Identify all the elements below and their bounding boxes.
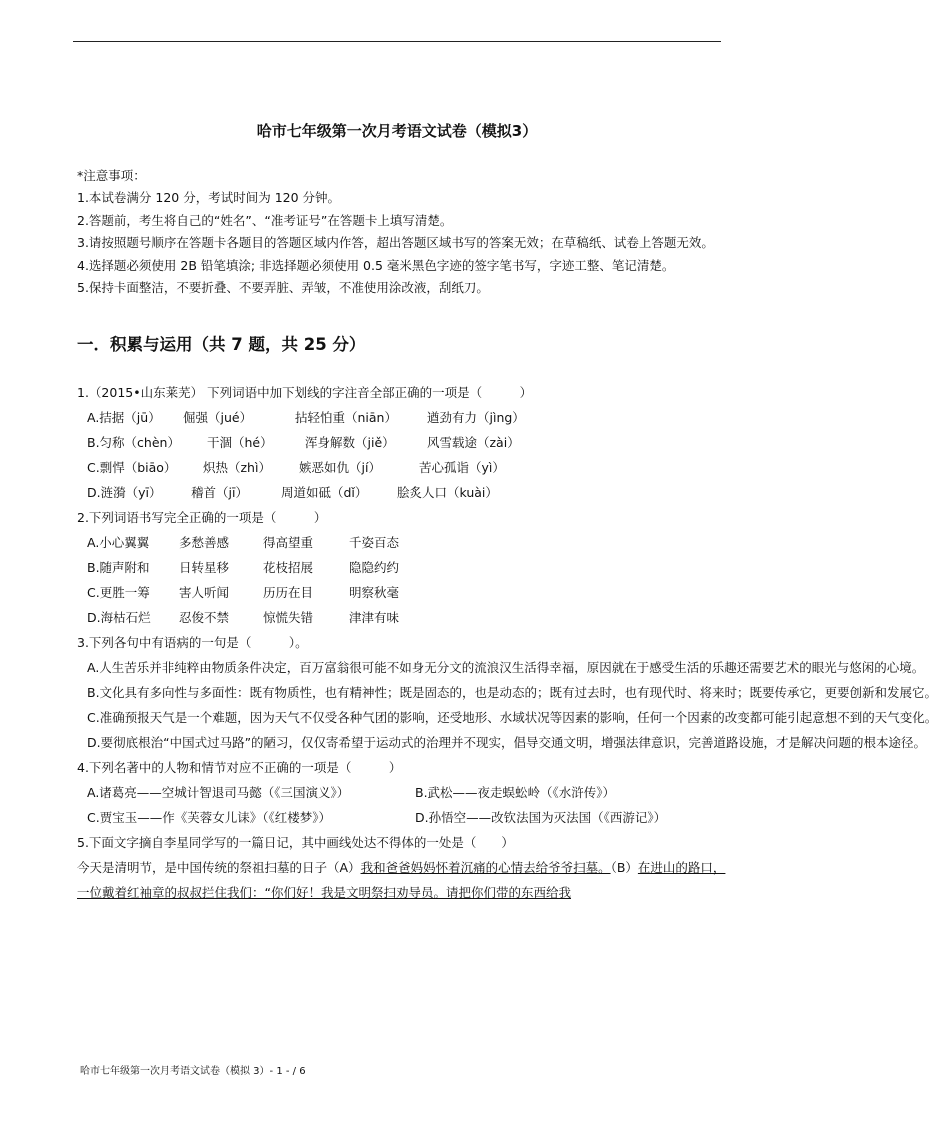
question-5-passage — [77, 855, 727, 905]
option-item: C.更胜一筹 — [87, 585, 150, 600]
option-item: D.海枯石烂 — [87, 610, 151, 625]
option-item: 炽热（zhì） — [203, 460, 271, 475]
option-item: A.小心翼翼 — [87, 535, 150, 550]
option-item: A.拮据（jū） — [87, 410, 161, 425]
option-item: 干涸（hé） — [207, 435, 273, 450]
question-2-option-b — [77, 555, 727, 580]
option-item: 得高望重 — [263, 535, 314, 550]
question-4-stem: 4.下列名著中的人物和情节对应不正确的一项是（ ） — [77, 760, 402, 775]
question-2-option-d — [77, 605, 727, 630]
option-item: 拈轻怕重（niān） — [295, 410, 397, 425]
option-item: 浑身解数（jiě） — [305, 435, 395, 450]
option-item: 嫉恶如仇（jí） — [299, 460, 381, 475]
option-item: 风雪载途（zài） — [427, 435, 520, 450]
question-5-stem: 5.下面文字摘自李星同学写的一篇日记，其中画线处达不得体的一处是（ ） — [77, 835, 514, 850]
option-item: 遒劲有力（jìng） — [427, 410, 525, 425]
question-3-option-b: B.文化具有多向性与多面性：既有物质性，也有精神性；既是固态的，也是动态的；既有过去时，也有现代时、将来时；既要传承它，更要创新和发展它。 — [87, 685, 937, 700]
option-item: 脍炙人口（kuài） — [397, 485, 498, 500]
option-item: 花枝招展 — [263, 560, 314, 575]
option-item: C.贾宝玉——作《芙蓉女儿诔》（《红楼梦》） — [87, 810, 331, 825]
question-1-option-d — [77, 480, 727, 505]
question-1-stem: 1.（2015•山东莱芜） 下列词语中加下划线的字注音全部正确的一项是（ ） — [77, 385, 533, 400]
questions-block — [77, 380, 937, 905]
option-item: 苦心孤诣（yì） — [419, 460, 505, 475]
question-3-option-d: D.要彻底根治“中国式过马路”的陋习，仅仅寄希望于运动式的治理并不现实，倡导交通文明，增强法律意识，完善道路设施，才是解决问题的根本途径。 — [87, 735, 927, 750]
question-4-options-cd — [77, 805, 727, 830]
option-item: 千姿百态 — [349, 535, 400, 550]
page-footer: 哈市七年级第一次月考语文试卷（模拟 3）- 1 - / 6 — [80, 1066, 306, 1077]
underlined-text-b: 在进山的路口，一位戴着红袖章的叔叔拦住我们：“你们好！我是文明祭扫劝导员。请把你们带的东西给我 — [77, 860, 726, 900]
option-item: A.诸葛亮——空城计智退司马懿（《三国演义》） — [87, 785, 350, 800]
option-item: 明察秋毫 — [349, 585, 400, 600]
option-item: 日转星移 — [179, 560, 230, 575]
notes-block — [77, 165, 727, 299]
question-1-option-b — [77, 430, 727, 455]
note-item: 3.请按照题号顺序在答题卡各题目的答题区域内作答，超出答题区域书写的答案无效；在草稿纸、试卷上答题无效。 — [77, 235, 714, 251]
option-item: 惊慌失错 — [263, 610, 314, 625]
option-item: 津津有味 — [349, 610, 400, 625]
option-item: C.剽悍（biāo） — [87, 460, 177, 475]
option-item: B.随声附和 — [87, 560, 150, 575]
question-3-stem: 3.下列各句中有语病的一句是（ ）。 — [77, 635, 308, 650]
note-item: 2.答题前，考生将自己的“姓名”、“准考证号”在答题卡上填写清楚。 — [77, 212, 453, 228]
note-item: 5.保持卡面整洁，不要折叠、不要弄脏、弄皱，不准使用涂改液，刮纸刀。 — [77, 280, 489, 296]
page-title: 哈市七年级第一次月考语文试卷（模拟3） — [256, 122, 538, 140]
option-item: D.孙悟空——改钦法国为灭法国（《西游记》） — [415, 810, 667, 825]
option-item: 稽首（jī） — [191, 485, 248, 500]
option-item: 周道如砥（dǐ） — [281, 485, 368, 500]
question-3-option-a: A.人生苦乐并非纯粹由物质条件决定，百万富翁很可能不如身无分文的流浪汉生活得幸福，原因就在于感受生活的乐趣还需要艺术的眼光与悠闲的心境。 — [87, 660, 925, 675]
passage-text: 今天是清明节，是中国传统的祭祖扫墓的日子（A） — [77, 860, 361, 875]
section-heading: 一．积累与运用（共 7 题，共 25 分） — [77, 335, 366, 354]
question-2-stem: 2.下列词语书写完全正确的一项是（ ） — [77, 510, 327, 525]
option-item: B.武松——夜走蜈蚣岭（《水浒传》） — [415, 785, 616, 800]
question-1-option-a — [77, 405, 727, 430]
note-item: 1.本试卷满分 120 分，考试时间为 120 分钟。 — [77, 190, 341, 206]
option-item: B.匀称（chèn） — [87, 435, 180, 450]
note-item: 4.选择题必须使用 2B 铅笔填涂; 非选择题必须使用 0.5 毫米黑色字迹的签字笔书写，字迹工整、笔记清楚。 — [77, 257, 675, 273]
option-item: 倔强（jué） — [183, 410, 253, 425]
underlined-text-a: 我和爸爸妈妈怀着沉痛的心情去给爷爷扫墓。 — [360, 860, 611, 875]
question-4-options-ab — [77, 780, 727, 805]
question-2-option-c — [77, 580, 727, 605]
option-item: 历历在目 — [263, 585, 314, 600]
question-3-option-c: C.准确预报天气是一个难题，因为天气不仅受各种气团的影响，还受地形、水域状况等因素的影响，任何一个因素的改变都可能引起意想不到的天气变化。 — [87, 710, 937, 725]
header-rule — [73, 41, 721, 42]
notes-heading: *注意事项： — [77, 168, 146, 183]
question-2-option-a — [77, 530, 727, 555]
option-item: 害人听闻 — [179, 585, 230, 600]
passage-text: （B） — [610, 860, 638, 875]
question-1-option-c — [77, 455, 727, 480]
option-item: D.涟漪（yī） — [87, 485, 162, 500]
option-item: 隐隐约约 — [349, 560, 400, 575]
option-item: 忍俊不禁 — [179, 610, 230, 625]
option-item: 多愁善感 — [179, 535, 230, 550]
